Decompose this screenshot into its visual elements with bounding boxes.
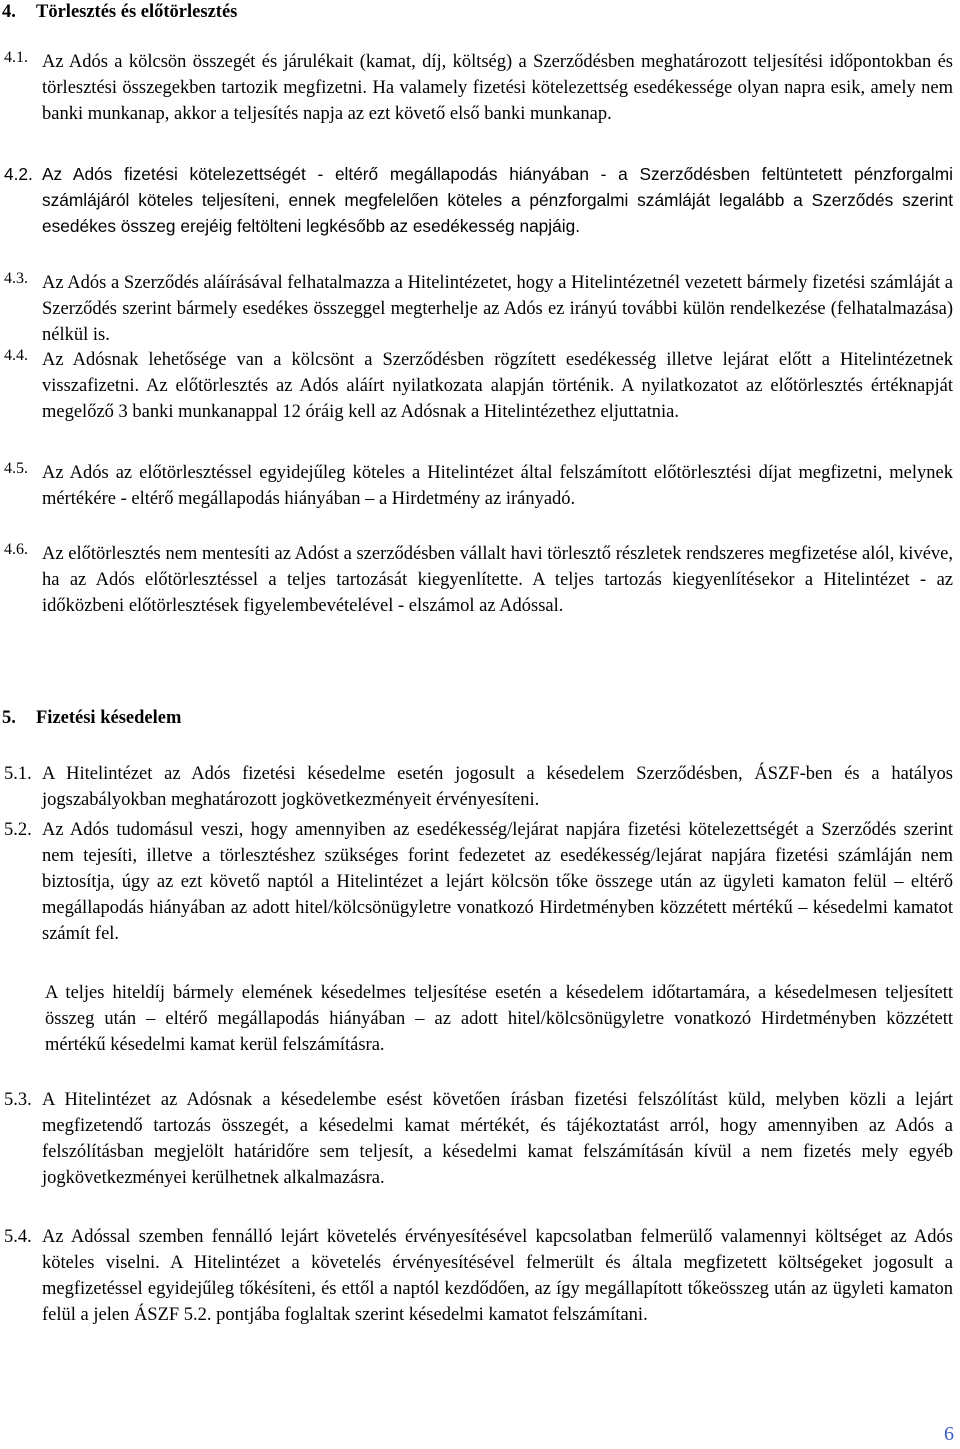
paragraph-4-6 [4,541,953,619]
paragraph-text: Az Adós a kölcsön összegét és járulékait (kamat, díj, költség) a Szerződésben meghatározott teljesítési időpontokban és törlesztési összegekben tartozik megfizetni. Ha valamely fizetési kötelezettség esedékessége olyan napra esik, amely nem banki munkanap, akkor a teljesítés napja az ezt követő első banki munkanap. [42,52,953,124]
paragraph-text: A Hitelintézet az Adósnak a késedelembe esést követően írásban fizetési felszólítást küld, melyben közli a lejárt megfizetendő tartozás összegét, a késedelmi kamat mértékét, és tájékoztatást arról, hogy amennyiben az Adós a felszólításban megjelölt határidőre sem teljesít, a késedelmi kamat felszámításán kívül a nem fizetés mely egyéb jogkövetkezményei kerülhetnek alkalmazásra. [42,1090,953,1188]
paragraph-text: Az Adóssal szemben fennálló lejárt követelés érvényesítésével kapcsolatban felmerülő valamennyi költséget az Adós köteles viselni. A Hitelintézet a követelés érvényesítésével felmerült és általa megfizetett költségeket jogosult a megfizetéssel egyidejűleg tőkésíteni, és ettől a naptól kezdődően, az így megállapított tőkeösszeg után az ügyleti kamaton felül a jelen ÁSZF 5.2. pontjába foglaltak szerint késedelmi kamatot felszámítani. [42,1227,953,1325]
section-number: 5. [2,708,16,728]
paragraph-5-4 [4,1224,953,1328]
paragraph-4-4 [4,347,953,425]
paragraph-number: 5.3. [4,1090,32,1110]
page-number: 6 [944,1423,954,1445]
paragraph-number: 4.4. [4,347,28,364]
paragraph-number: 4.5. [4,460,28,477]
paragraph-number: 4.1. [4,49,28,66]
paragraph-number: 5.2. [4,820,32,840]
section-number: 4. [2,2,16,22]
paragraph-text: Az Adós a Szerződés aláírásával felhatalmazza a Hitelintézetet, hogy a Hitelintézetnél vezetett bármely fizetési számláját a Szerződés szerint bármely esedékes összeggel megterhelje az Adós ez irányú további külön rendelkezése (felhatalmazása) nélkül is. [42,273,953,345]
paragraph-4-3 [4,270,953,348]
paragraph-text: Az Adós fizetési kötelezettségét - eltérő megállapodás hiányában - a Szerződésben feltüntetett pénzforgalmi számlájáról köteles teljesíteni, ennek megfelelően köteles a pénzforgalmi számláját legalább a Szerződés szerint esedékes összeg erejéig feltölteni legkésőbb az esedékesség napjáig. [42,164,953,236]
section-title: Fizetési késedelem [36,708,182,728]
paragraph-4-2 [4,161,953,239]
paragraph-number: 4.3. [4,270,28,287]
paragraph-5-1 [4,761,953,813]
section-5-heading [2,705,181,731]
paragraph-5-2-continuation: A teljes hiteldíj bármely elemének késedelmes teljesítése esetén a késedelem időtartamára, a késedelmesen teljesített összeg után – eltérő megállapodás hiányában – az adott hitel/kölcsönügyletre vonatkozó Hirdetményben közzétett mértékű késedelmi kamat kerül felszámításra. [45,983,953,1055]
paragraph-text: Az Adós az előtörlesztéssel egyidejűleg köteles a Hitelintézet által felszámított előtörlesztési díjat megfizetni, melynek mértékére - eltérő megállapodás hiányában – a Hirdetmény az irányadó. [42,463,953,509]
paragraph-5-3 [4,1087,953,1191]
paragraph-text: A Hitelintézet az Adós fizetési késedelme esetén jogosult a késedelem Szerződésben, ÁSZF-ben és a hatályos jogszabályokban meghatározott jogkövetkezményeit érvényesíteni. [42,764,953,810]
paragraph-4-1 [4,49,953,127]
paragraph-5-2 [4,817,953,947]
paragraph-number: 5.1. [4,764,32,784]
section-4-heading [2,0,237,25]
paragraph-text: Az előtörlesztés nem mentesíti az Adóst a szerződésben vállalt havi törlesztő részletek rendszeres megfizetése alól, kivéve, ha az Adós előtörlesztéssel a teljes tartozását kiegyenlítette. A teljes tartozás kiegyenlítésekor a Hitelintézet - az időközbeni előtörlesztések figyelembevételével - elszámol az Adóssal. [42,544,953,616]
section-title: Törlesztés és előtörlesztés [36,2,238,22]
paragraph-4-5 [4,460,953,512]
paragraph-number: 4.2. [4,164,33,184]
paragraph-text: Az Adós tudomásul veszi, hogy amennyiben az esedékesség/lejárat napjára fizetési kötelezettségét a Szerződés szerint nem tejesíti, illetve a törlesztéshez szükséges forint fedezetet az esedékesség/lejárat napjára fizetési számláján nem biztosítja, úgy az ezt követő naptól a Hitelintézet a lejárt kölcsön tőke összege után az ügyleti kamaton felül – eltérő megállapodás hiányában az adott hitel/kölcsönügyletre vonatkozó Hirdetményben közzétett mértékű – késedelmi kamatot számít fel. [42,820,953,944]
paragraph-number: 4.6. [4,541,28,558]
paragraph-text: Az Adósnak lehetősége van a kölcsönt a Szerződésben rögzített esedékesség illetve lejárat előtt a Hitelintézetnek visszafizetni. Az előtörlesztés az Adós aláírt nyilatkozata alapján történik. A nyilatkozatot az előtörlesztés értéknapját megelőző 3 banki munkanappal 12 óráig kell az Adósnak a Hitelintézethez eljuttatnia. [42,350,953,422]
paragraph-number: 5.4. [4,1227,32,1247]
